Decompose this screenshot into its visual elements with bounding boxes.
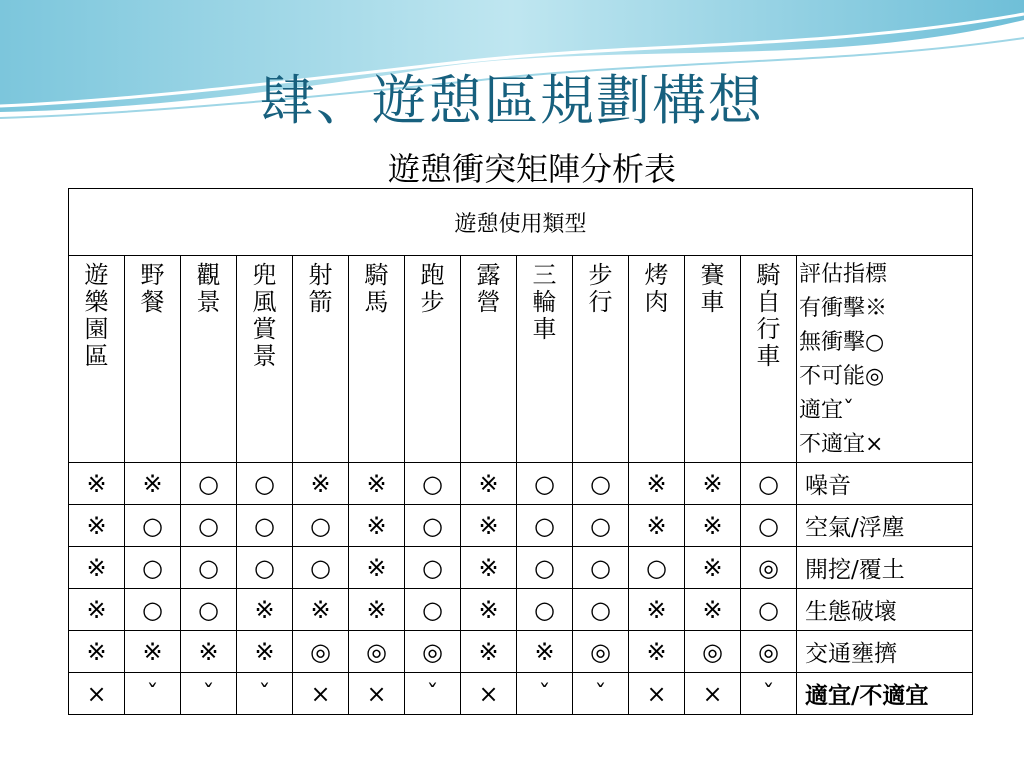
category-label-char: 騎: [364, 261, 389, 289]
category-header-cell: [573, 256, 629, 463]
legend-cell: [797, 256, 973, 463]
table-row: [69, 463, 973, 505]
rating-cell: ◎: [685, 631, 741, 673]
category-label-char: 兜: [252, 261, 277, 289]
rating-cell: ※: [685, 589, 741, 631]
rating-cell: ※: [181, 631, 237, 673]
rating-cell: ※: [629, 631, 685, 673]
rating-cell: ○: [237, 547, 293, 589]
slide-title: 肆、遊憩區規劃構想: [260, 69, 764, 132]
usage-type-header: 遊憩使用類型: [69, 189, 973, 256]
rating-cell: ○: [181, 547, 237, 589]
rating-cell: ※: [125, 463, 181, 505]
rating-cell: ※: [293, 463, 349, 505]
category-label-char: 車: [700, 288, 725, 316]
category-label-char: 區: [84, 342, 109, 370]
rating-cell: ˇ: [517, 673, 573, 715]
category-label-char: 賞: [252, 315, 277, 343]
category-label-char: 園: [84, 315, 109, 343]
rating-cell: ◎: [293, 631, 349, 673]
category-header-cell: [293, 256, 349, 463]
rating-cell: ○: [741, 463, 797, 505]
rating-cell: ○: [517, 505, 573, 547]
category-label-char: 射: [308, 261, 333, 289]
category-header-cell: [685, 256, 741, 463]
category-label: [349, 256, 404, 316]
category-label: [461, 256, 516, 316]
category-label: [69, 256, 124, 370]
rating-cell: ○: [125, 547, 181, 589]
rating-cell: ○: [237, 463, 293, 505]
indicator-label: 交通壅擠: [797, 631, 973, 673]
rating-cell: ○: [573, 589, 629, 631]
rating-cell: ※: [237, 589, 293, 631]
rating-cell: ※: [629, 463, 685, 505]
category-label-char: 行: [756, 315, 781, 343]
category-label-char: 烤: [644, 261, 669, 289]
rating-cell: ※: [69, 463, 125, 505]
rating-cell: ※: [349, 463, 405, 505]
category-header-cell: [237, 256, 293, 463]
legend-line: 不可能◎: [799, 364, 885, 389]
rating-cell: ○: [629, 547, 685, 589]
rating-cell: ○: [293, 505, 349, 547]
rating-cell: ×: [461, 673, 517, 715]
category-label: [405, 256, 460, 316]
rating-cell: ※: [629, 505, 685, 547]
rating-cell: ○: [517, 589, 573, 631]
rating-cell: ※: [461, 505, 517, 547]
table-row: [69, 673, 973, 715]
rating-cell: ※: [461, 547, 517, 589]
category-label-char: 餐: [140, 288, 165, 316]
category-label-char: 自: [756, 288, 781, 316]
category-label: [517, 256, 572, 343]
rating-cell: ˇ: [237, 673, 293, 715]
category-label-char: 樂: [84, 288, 109, 316]
rating-cell: ※: [349, 505, 405, 547]
indicator-label: 適宜/不適宜: [797, 673, 973, 715]
category-label-char: 景: [252, 342, 277, 370]
rating-cell: ×: [349, 673, 405, 715]
category-label-char: 風: [252, 288, 277, 316]
category-label-char: 賽: [700, 261, 725, 289]
rating-cell: ※: [685, 463, 741, 505]
rating-cell: ˇ: [741, 673, 797, 715]
legend-line: 不適宜×: [799, 432, 884, 457]
rating-cell: ※: [349, 547, 405, 589]
rating-cell: ※: [69, 589, 125, 631]
indicator-label: 開挖/覆土: [797, 547, 973, 589]
category-header-cell: [69, 256, 125, 463]
rating-cell: ○: [573, 547, 629, 589]
table-row: [69, 631, 973, 673]
rating-cell: ※: [629, 589, 685, 631]
rating-cell: ◎: [349, 631, 405, 673]
rating-cell: ◎: [405, 631, 461, 673]
rating-cell: ※: [293, 589, 349, 631]
rating-cell: ◎: [741, 547, 797, 589]
category-label-char: 箭: [308, 288, 333, 316]
category-label-char: 馬: [364, 288, 389, 316]
category-header-cell: [349, 256, 405, 463]
rating-cell: ○: [181, 589, 237, 631]
rating-cell: ※: [69, 505, 125, 547]
category-header-cell: [461, 256, 517, 463]
category-header-cell: [517, 256, 573, 463]
category-label: [629, 256, 684, 316]
legend-line: 有衝擊※: [799, 296, 888, 321]
category-label: [741, 256, 796, 370]
rating-cell: ※: [349, 589, 405, 631]
rating-cell: ○: [125, 505, 181, 547]
category-label-char: 營: [476, 288, 501, 316]
rating-cell: ○: [181, 505, 237, 547]
rating-cell: ○: [517, 463, 573, 505]
table-subtitle: 遊憩衝突矩陣分析表: [387, 150, 676, 188]
rating-cell: ※: [685, 547, 741, 589]
rating-cell: ×: [293, 673, 349, 715]
rating-cell: ※: [237, 631, 293, 673]
legend-line: 無衝擊○: [799, 330, 885, 355]
category-label-char: 輪: [532, 288, 557, 316]
category-label: [237, 256, 292, 370]
rating-cell: ◎: [741, 631, 797, 673]
category-label-char: 野: [140, 261, 165, 289]
indicator-label: 噪音: [797, 463, 973, 505]
rating-cell: ※: [125, 631, 181, 673]
rating-cell: ˇ: [181, 673, 237, 715]
category-header-cell: [405, 256, 461, 463]
table-row: [69, 547, 973, 589]
rating-cell: ※: [461, 631, 517, 673]
conflict-matrix-table: [68, 188, 973, 715]
rating-cell: ○: [125, 589, 181, 631]
rating-cell: ※: [685, 505, 741, 547]
category-label-char: 騎: [756, 261, 781, 289]
rating-cell: ˇ: [125, 673, 181, 715]
rating-cell: ○: [573, 463, 629, 505]
rating-cell: ˇ: [573, 673, 629, 715]
category-header-cell: [125, 256, 181, 463]
category-header-cell: [629, 256, 685, 463]
category-label: [293, 256, 348, 316]
table-row: [69, 505, 973, 547]
category-label-char: 露: [476, 261, 501, 289]
rating-cell: ○: [181, 463, 237, 505]
rating-cell: ○: [405, 463, 461, 505]
rating-cell: ※: [69, 631, 125, 673]
category-header-cell: [741, 256, 797, 463]
rating-cell: ×: [69, 673, 125, 715]
rating-cell: ○: [293, 547, 349, 589]
rating-cell: ○: [517, 547, 573, 589]
category-label-char: 肉: [644, 288, 669, 316]
rating-cell: ˇ: [405, 673, 461, 715]
indicator-label: 空氣/浮塵: [797, 505, 973, 547]
category-label-char: 三: [532, 261, 557, 289]
category-label-char: 車: [532, 315, 557, 343]
rating-cell: ×: [685, 673, 741, 715]
category-row: [69, 256, 973, 463]
rating-cell: ※: [461, 463, 517, 505]
rating-cell: ○: [237, 505, 293, 547]
category-label-char: 步: [588, 261, 613, 289]
rating-cell: ○: [405, 547, 461, 589]
category-label-char: 跑: [420, 261, 445, 289]
category-label-char: 行: [588, 288, 613, 316]
category-label-char: 景: [196, 288, 221, 316]
rating-cell: ※: [517, 631, 573, 673]
category-label: [685, 256, 740, 316]
legend-line: 評估指標: [799, 262, 888, 287]
rating-cell: ×: [629, 673, 685, 715]
rating-cell: ○: [741, 505, 797, 547]
rating-cell: ○: [405, 505, 461, 547]
indicator-label: 生態破壞: [797, 589, 973, 631]
rating-cell: ○: [741, 589, 797, 631]
rating-cell: ※: [461, 589, 517, 631]
table-row: [69, 589, 973, 631]
rating-cell: ◎: [573, 631, 629, 673]
category-label: [573, 256, 628, 316]
rating-cell: ○: [573, 505, 629, 547]
rating-cell: ※: [69, 547, 125, 589]
category-label-char: 觀: [196, 261, 221, 289]
legend-line: 適宜ˇ: [799, 398, 855, 423]
category-header-cell: [181, 256, 237, 463]
category-label: [181, 256, 236, 316]
category-label-char: 步: [420, 288, 445, 316]
category-label-char: 遊: [84, 261, 109, 289]
rating-cell: ○: [405, 589, 461, 631]
category-label-char: 車: [756, 342, 781, 370]
category-label: [125, 256, 180, 316]
